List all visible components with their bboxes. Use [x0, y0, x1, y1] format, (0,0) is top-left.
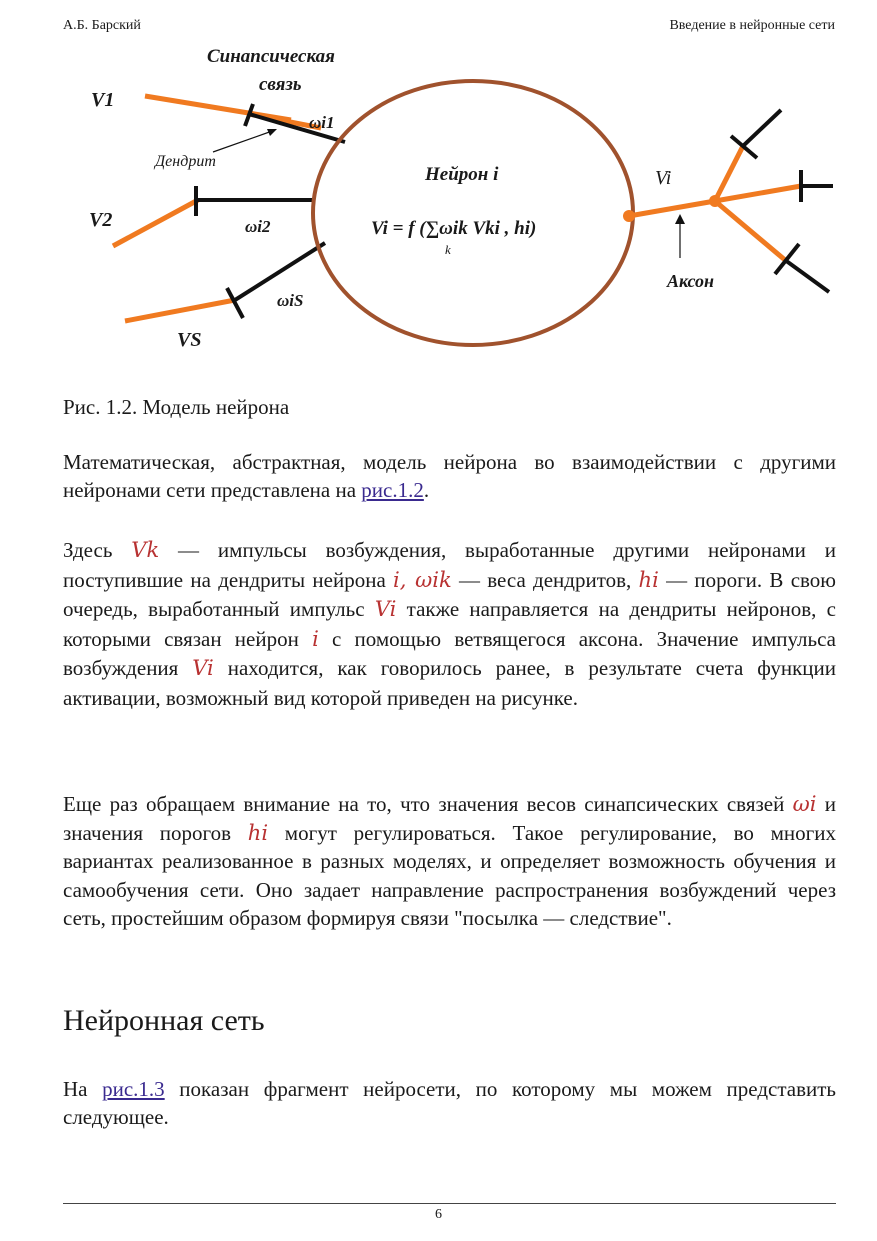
figure-caption: Рис. 1.2. Модель нейрона [63, 395, 290, 419]
section-heading: Нейронная сеть [63, 1004, 265, 1037]
axon-branch-down [715, 201, 785, 260]
neuron-body [313, 81, 633, 345]
p4-text-2: показан фрагмент нейросети, по которому мы можем представить следующее. [63, 1077, 836, 1129]
p2-text-2: — импульсы возбуждения, выработанные другими нейронами и поступившие на дендриты нейрона [63, 538, 836, 592]
p3-symbol-omega: ωi [792, 792, 817, 816]
paragraph-2 [63, 536, 836, 713]
axon-branch-mid [715, 186, 801, 201]
paragraph-4 [63, 1075, 836, 1131]
input-label-2: V2 [89, 209, 113, 231]
input-label-1: V1 [91, 89, 115, 111]
p2-symbol-i: i [312, 626, 319, 651]
weight-label-2: ωi2 [245, 217, 271, 236]
axon-synapse-up-bar [731, 136, 757, 158]
p2-text-3: — веса дендритов, [451, 567, 639, 592]
figure-1-2-link[interactable]: рис.1.2 [361, 478, 424, 502]
p2-symbol-weights: i, ωik [393, 567, 452, 592]
axon-pointer-head [675, 214, 685, 224]
p3-text-2: и значения порогов [63, 792, 836, 845]
p3-symbol-hi: hi [247, 820, 269, 845]
p3-text-1: Еще раз обращаем внимание на то, что значения весов синапсических связей [63, 792, 793, 816]
paragraph-3 [63, 790, 836, 933]
neuron-formula: Vi = f (∑ωik Vki , hi) [371, 218, 537, 239]
output-label: Vi [655, 167, 672, 189]
p2-text-1: Здесь [63, 538, 132, 562]
dendrite-2 [113, 200, 198, 246]
axon-synapse-down [785, 260, 829, 292]
page-number: 6 [435, 1207, 442, 1222]
p2-text-7: находится, как говорилось ранее, в результате счета функции активации, возможный вид которой приведен на рисунке. [63, 656, 836, 710]
p2-symbol-vi: Vi [374, 597, 397, 621]
dendrite-pointer [213, 130, 275, 152]
p2-text-5: также направляется на дендриты нейронов, с которыми связан нейрон [63, 597, 836, 651]
p3-text-3: могут регулироваться. Такое регулирование, во многих вариантах реализованное в разных моделях, и определяет возможность обучения и самообучения сети. Оно задает направление распространения возбуждений через сеть, простейшим образом формируя связи "посылка — следствие". [63, 820, 837, 930]
weight-label-1: ωi1 [309, 113, 335, 132]
p2-symbol-vi-2: Vi [192, 656, 214, 680]
formula-index: k [445, 242, 451, 257]
paragraph-1 [63, 448, 836, 504]
axon [629, 201, 715, 216]
neuron-model-figure [63, 38, 836, 370]
weight-label-s: ωiS [277, 291, 304, 310]
neuron-label: Нейрон i [425, 164, 499, 185]
paragraph-1-text: Математическая, абстрактная, модель нейрона во взаимодействии с другими нейронами сети представлена на [63, 450, 836, 502]
axon-branch-up [715, 146, 743, 201]
header-title: Введение в нейронные сети [669, 18, 835, 33]
p2-symbol-vk: Vk [131, 538, 160, 562]
dendrite-pointer-head [267, 129, 277, 136]
dendrite-label: Дендрит [155, 153, 216, 170]
p2-symbol-hi: hi [638, 567, 659, 592]
p4-text-1: На [63, 1077, 103, 1101]
dendrite-3 [125, 300, 235, 321]
axon-synapse-up [743, 110, 781, 146]
footer-divider [63, 1203, 836, 1204]
synapse-label-line2: связь [259, 74, 302, 95]
header-author: А.Б. Барский [63, 18, 141, 33]
axon-label: Аксон [667, 271, 714, 291]
input-label-s: VS [177, 329, 202, 351]
synapse-label-line1: Синапсическая [207, 46, 335, 67]
paragraph-1-end: . [423, 478, 430, 502]
figure-1-3-link[interactable]: рис.1.3 [102, 1077, 165, 1101]
p2-text-6: с помощью ветвящегося аксона. Значение импульса возбуждения [63, 626, 836, 680]
p2-text-4: — пороги. В свою очередь, выработанный импульс [63, 567, 836, 621]
